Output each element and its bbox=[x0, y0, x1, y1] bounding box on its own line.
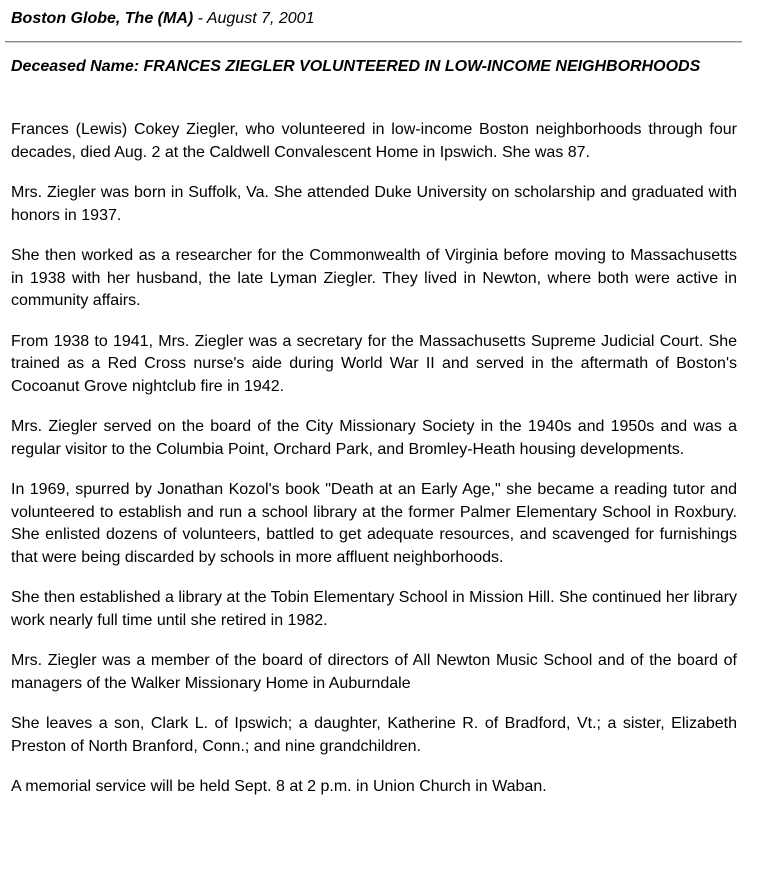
paragraph: In 1969, spurred by Jonathan Kozol's book "Death at an Early Age," she became a reading tutor and volunteered to establish and run a school library at the former Palmer Elementary School in Roxbury. She enlisted dozens of volunteers, battled to get adequate resources, and scavenged for furnishings that were being discarded by schools in more affluent neighborhoods. bbox=[11, 481, 737, 566]
publication-date: August 7, 2001 bbox=[206, 10, 315, 27]
paragraph: Mrs. Ziegler was a member of the board of directors of All Newton Music School and of the board of managers of the Walker Missionary Home in Auburndale bbox=[11, 652, 737, 692]
header-separator: - bbox=[193, 10, 207, 27]
paragraph: Frances (Lewis) Cokey Ziegler, who volunteered in low-income Boston neighborhoods through four decades, died Aug. 2 at the Caldwell Convalescent Home in Ipswich. She was 87. bbox=[11, 121, 737, 161]
paragraph: A memorial service will be held Sept. 8 at 2 p.m. in Union Church in Waban. bbox=[11, 778, 547, 795]
paragraph: Mrs. Ziegler was born in Suffolk, Va. She attended Duke University on scholarship and graduated with honors in 1937. bbox=[11, 184, 737, 224]
obituary-headline bbox=[11, 56, 737, 78]
paragraph: She leaves a son, Clark L. of Ipswich; a daughter, Katherine R. of Bradford, Vt.; a sister, Elizabeth Preston of North Branford, Conn.; and nine grandchildren. bbox=[11, 715, 737, 755]
article-body bbox=[11, 119, 737, 817]
paragraph: She then established a library at the Tobin Elementary School in Mission Hill. She continued her library work nearly full time until she retired in 1982. bbox=[11, 589, 737, 629]
article-header bbox=[11, 9, 314, 29]
paragraph: She then worked as a researcher for the Commonwealth of Virginia before moving to Massachusetts in 1938 with her husband, the late Lyman Ziegler. They lived in Newton, where both were active in community affairs. bbox=[11, 247, 737, 309]
headline-title: FRANCES ZIEGLER VOLUNTEERED IN LOW-INCOME NEIGHBORHOODS bbox=[143, 58, 701, 75]
header-divider bbox=[5, 41, 742, 43]
headline-label: Deceased Name: bbox=[11, 58, 140, 75]
paragraph: Mrs. Ziegler served on the board of the City Missionary Society in the 1940s and 1950s and was a regular visitor to the Columbia Point, Orchard Park, and Bromley-Heath housing developments. bbox=[11, 418, 737, 458]
paragraph: From 1938 to 1941, Mrs. Ziegler was a secretary for the Massachusetts Supreme Judicial Court. She trained as a Red Cross nurse's aide during World War II and served in the aftermath of Boston's Cocoanut Grove nightclub fire in 1942. bbox=[11, 332, 737, 395]
publication-name: Boston Globe, The (MA) bbox=[11, 10, 194, 27]
